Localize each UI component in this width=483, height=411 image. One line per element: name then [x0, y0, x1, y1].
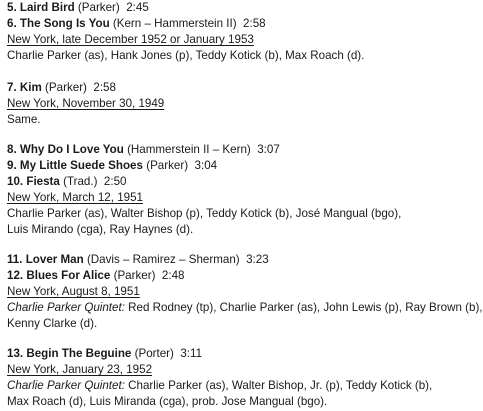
track-number: 8. — [7, 143, 17, 156]
track-line — [7, 346, 412, 361]
track-number: 11. — [7, 253, 23, 266]
session-place-date: New York, late December 1952 or January 1953 — [7, 33, 254, 46]
track-composer: (Trad.) — [63, 175, 98, 188]
group-name: Charlie Parker Quintet: — [7, 379, 125, 392]
track-duration: 3:23 — [246, 253, 269, 266]
session-personnel: Kenny Clarke (d). — [7, 317, 98, 330]
track-duration: 2:50 — [103, 175, 127, 188]
track-duration: 2:58 — [243, 17, 266, 30]
track-composer: (Parker) — [45, 81, 87, 94]
track-duration: 3:11 — [180, 347, 203, 360]
track-composer: (Parker) — [146, 159, 189, 172]
track-composer: (Parker) — [77, 1, 120, 14]
track-line — [7, 0, 412, 15]
session-personnel: Luis Mirando (cga), Ray Haynes (d). — [7, 223, 194, 236]
track-title: Begin The Beguine — [26, 347, 132, 360]
track-title: Laird Bird — [19, 1, 75, 14]
track-duration: 2:48 — [161, 269, 185, 282]
track-duration: 2:58 — [93, 81, 116, 94]
session-personnel: Charlie Parker (as), Walter Bishop (p), Teddy Kotick (b), José Mangual (bgo), — [7, 207, 402, 220]
session-personnel: Same. — [7, 113, 41, 126]
track-line — [7, 268, 412, 283]
track-number: 7. — [7, 81, 17, 94]
track-number: 10. — [7, 175, 24, 188]
track-line — [7, 80, 412, 95]
session-place-date: New York, March 12, 1951 — [7, 191, 143, 204]
track-title: Why Do I Love You — [19, 143, 124, 156]
track-line — [7, 252, 412, 267]
personnel-text: Red Rodney (tp), Charlie Parker (as), John Lewis (p), Ray Brown (b), — [124, 301, 483, 314]
group-name: Charlie Parker Quintet: — [7, 301, 125, 314]
track-title: My Little Suede Shoes — [19, 159, 143, 172]
track-number: 5. — [7, 1, 17, 14]
session-place-date: New York, November 30, 1949 — [7, 97, 165, 110]
track-duration: 3:07 — [257, 143, 280, 156]
track-number: 9. — [7, 159, 17, 172]
track-number: 13. — [7, 347, 24, 360]
session-place-date: New York, January 23, 1952 — [7, 363, 153, 376]
track-composer: (Parker) — [113, 269, 156, 282]
track-duration: 2:45 — [126, 1, 149, 14]
track-composer: (Hammerstein II – Kern) — [127, 143, 251, 156]
track-duration: 3:04 — [194, 159, 218, 172]
track-title: Blues For Alice — [26, 269, 111, 282]
track-composer: (Kern – Hammerstein II) — [112, 17, 237, 30]
track-title: Fiesta — [26, 175, 60, 188]
track-line — [7, 142, 412, 157]
track-line — [7, 174, 412, 189]
track-number: 12. — [7, 269, 24, 282]
track-line — [7, 158, 412, 173]
track-line — [7, 16, 412, 31]
session-personnel — [7, 300, 483, 315]
track-composer: (Porter) — [134, 347, 174, 360]
session-personnel: Charlie Parker (as), Hank Jones (p), Teddy Kotick (b), Max Roach (d). — [7, 49, 365, 62]
track-title: Kim — [19, 81, 42, 94]
track-title: The Song Is You — [19, 17, 110, 30]
session-personnel — [7, 378, 433, 393]
personnel-text: Charlie Parker (as), Walter Bishop, Jr. (p), Teddy Kotick (b), — [124, 379, 433, 392]
track-title: Lover Man — [25, 253, 84, 266]
track-composer: (Davis – Ramirez – Sherman) — [86, 253, 240, 266]
session-place-date: New York, August 8, 1951 — [7, 285, 140, 298]
session-personnel: Max Roach (d), Luis Miranda (cga), prob. Jose Mangual (bgo). — [7, 395, 328, 408]
track-number: 6. — [7, 17, 17, 30]
